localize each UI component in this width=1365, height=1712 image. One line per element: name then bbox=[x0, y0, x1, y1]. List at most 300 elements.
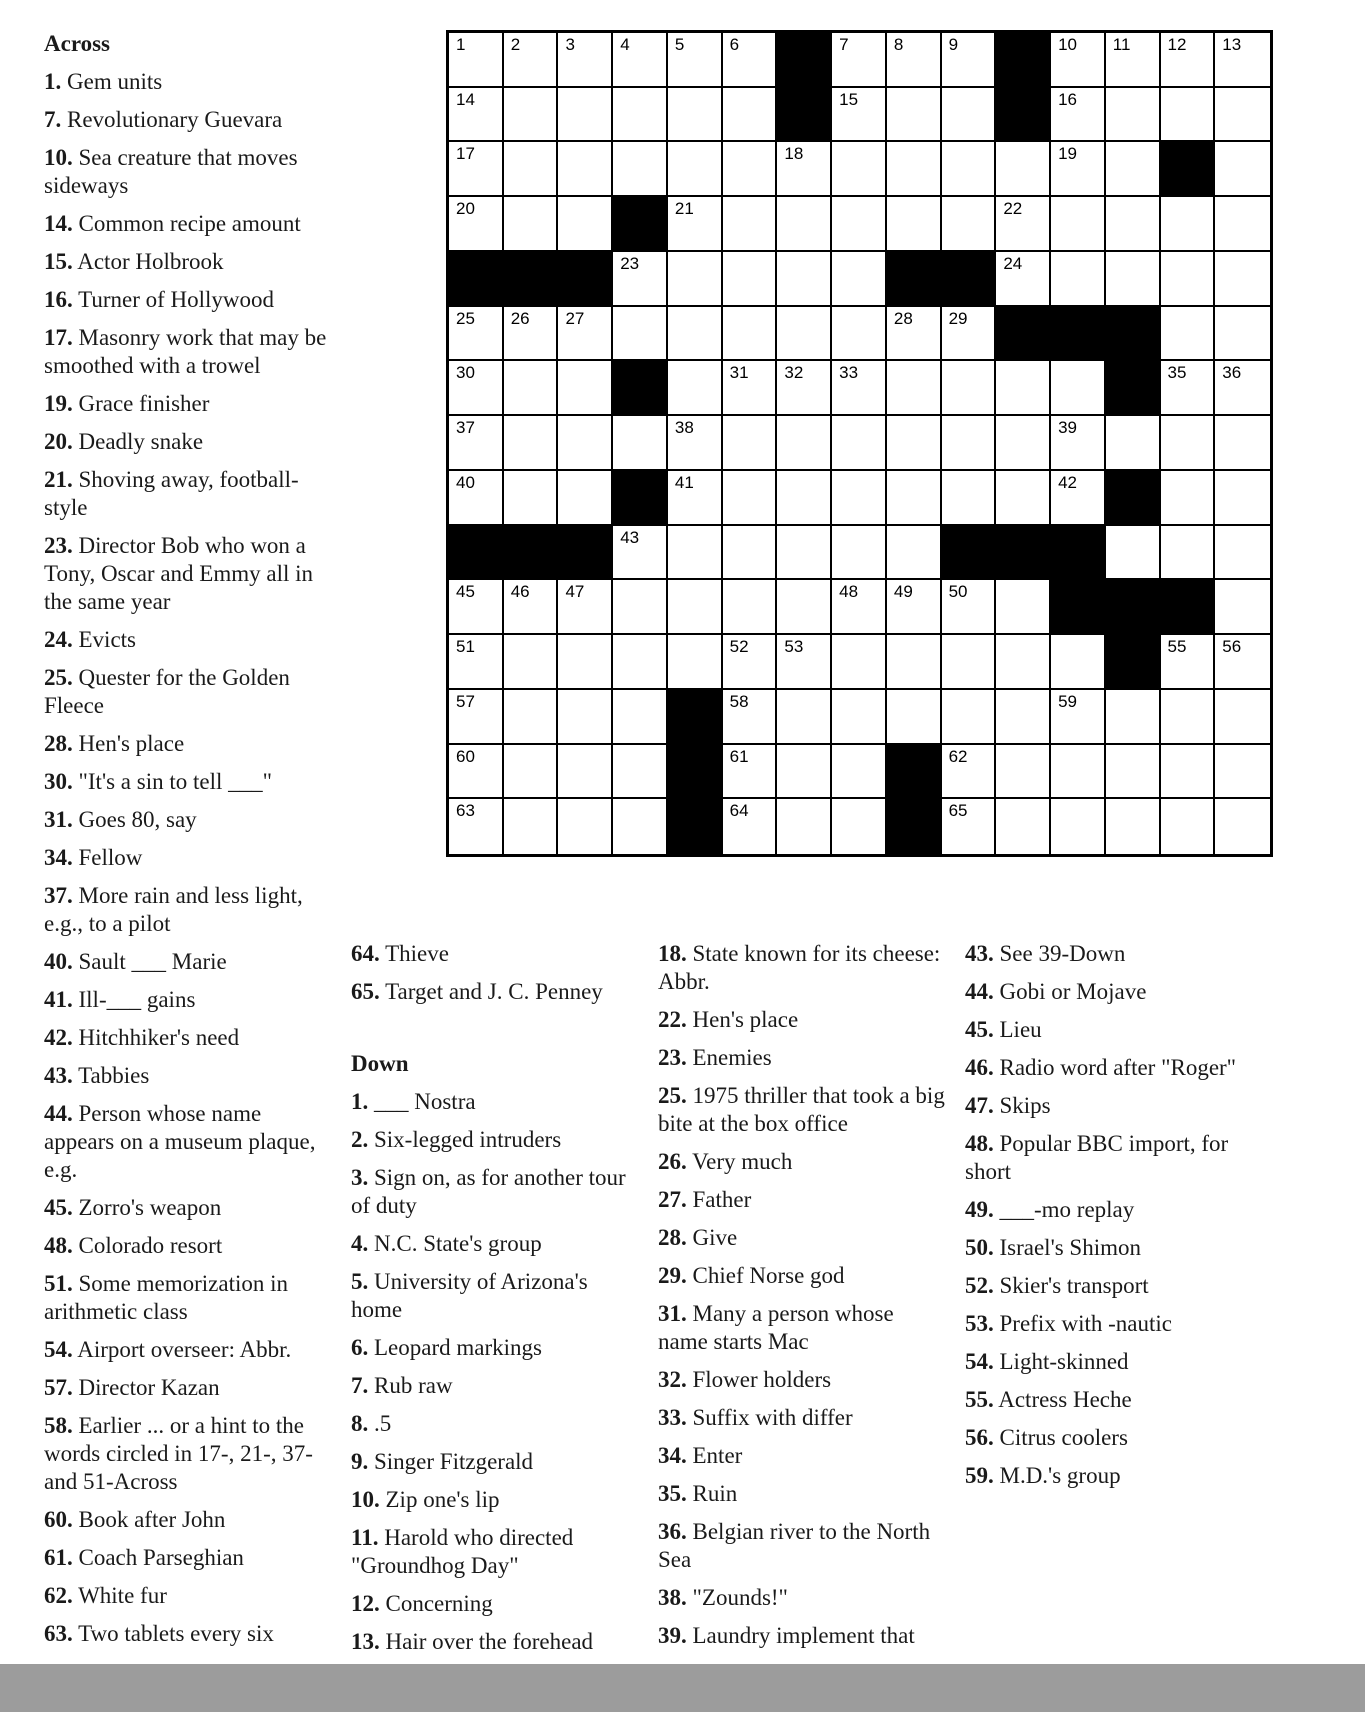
grid-cell[interactable] bbox=[449, 33, 504, 88]
grid-cell[interactable] bbox=[1051, 197, 1106, 252]
grid-cell[interactable] bbox=[558, 361, 613, 416]
down-clue bbox=[351, 1486, 641, 1514]
cell-number: 19 bbox=[1058, 144, 1077, 164]
grid-cell[interactable] bbox=[832, 361, 887, 416]
grid-cell[interactable] bbox=[1215, 142, 1270, 197]
grid-cell[interactable] bbox=[996, 252, 1051, 307]
grid-cell[interactable] bbox=[777, 307, 832, 362]
grid-cell[interactable] bbox=[1051, 635, 1106, 690]
cell-number: 11 bbox=[1112, 35, 1131, 54]
grid-cell[interactable] bbox=[504, 745, 559, 800]
grid-cell[interactable] bbox=[996, 142, 1051, 197]
clue-number: 17. bbox=[44, 325, 73, 350]
grid-cell[interactable] bbox=[996, 745, 1051, 800]
grid-cell[interactable] bbox=[942, 33, 997, 88]
clue-number: 18. bbox=[658, 941, 687, 966]
grid-cell[interactable] bbox=[1215, 307, 1270, 362]
grid-cell[interactable] bbox=[1161, 33, 1216, 88]
black-square bbox=[1051, 307, 1106, 362]
black-square bbox=[1161, 580, 1216, 635]
grid-cell[interactable] bbox=[887, 635, 942, 690]
grid-cell[interactable] bbox=[1161, 88, 1216, 143]
grid-cell[interactable] bbox=[942, 580, 997, 635]
grid-cell[interactable] bbox=[887, 142, 942, 197]
grid-cell[interactable] bbox=[1161, 799, 1216, 854]
grid-cell[interactable] bbox=[1161, 197, 1216, 252]
clue-text: Israel's Shimon bbox=[993, 1235, 1141, 1260]
across-clue bbox=[44, 1232, 334, 1260]
grid-cell[interactable] bbox=[996, 361, 1051, 416]
grid-cell[interactable] bbox=[832, 33, 887, 88]
black-square bbox=[996, 88, 1051, 143]
down-clue bbox=[965, 940, 1255, 968]
grid-cell[interactable] bbox=[449, 471, 504, 526]
clue-text: Shoving away, football-style bbox=[44, 467, 299, 520]
grid-cell[interactable] bbox=[777, 361, 832, 416]
grid-cell[interactable] bbox=[832, 526, 887, 581]
grid-cell[interactable] bbox=[504, 471, 559, 526]
grid-cell[interactable] bbox=[723, 197, 778, 252]
cell-number: 31 bbox=[729, 363, 749, 383]
grid-cell[interactable] bbox=[723, 526, 778, 581]
grid-cell[interactable] bbox=[1106, 690, 1161, 745]
down-clue bbox=[965, 1130, 1255, 1186]
clue-number: 34. bbox=[44, 845, 73, 870]
across-clue bbox=[44, 1024, 334, 1052]
grid-cell[interactable] bbox=[777, 252, 832, 307]
black-square bbox=[777, 88, 832, 143]
clue-number: 65. bbox=[351, 979, 380, 1004]
grid-cell[interactable] bbox=[723, 142, 778, 197]
grid-cell[interactable] bbox=[1051, 142, 1106, 197]
grid-cell[interactable] bbox=[449, 88, 504, 143]
grid-cell[interactable] bbox=[832, 580, 887, 635]
grid-cell[interactable] bbox=[942, 307, 997, 362]
down-clue bbox=[965, 1424, 1255, 1452]
grid-cell[interactable] bbox=[1215, 745, 1270, 800]
clue-text: Actor Holbrook bbox=[72, 249, 224, 274]
cell-number: 59 bbox=[1058, 691, 1077, 711]
grid-cell[interactable] bbox=[996, 197, 1051, 252]
down-clue bbox=[965, 1234, 1255, 1262]
grid-cell[interactable] bbox=[723, 33, 778, 88]
grid-cell[interactable] bbox=[777, 142, 832, 197]
cell-number: 36 bbox=[1222, 363, 1242, 383]
across-clue bbox=[44, 324, 334, 380]
grid-cell[interactable] bbox=[668, 526, 723, 581]
grid-cell[interactable] bbox=[1161, 635, 1216, 690]
grid-cell[interactable] bbox=[942, 799, 997, 854]
grid-cell[interactable] bbox=[832, 690, 887, 745]
cell-number: 25 bbox=[456, 308, 475, 328]
grid-cell[interactable] bbox=[558, 142, 613, 197]
grid-cell[interactable] bbox=[449, 580, 504, 635]
grid-cell[interactable] bbox=[504, 416, 559, 471]
cell-number: 48 bbox=[839, 582, 859, 602]
cell-number: 60 bbox=[456, 746, 475, 766]
grid-cell[interactable] bbox=[668, 580, 723, 635]
grid-cell[interactable] bbox=[942, 361, 997, 416]
cell-number: 1 bbox=[456, 35, 466, 54]
clue-text: Hitchhiker's need bbox=[72, 1025, 240, 1050]
clue-number: 10. bbox=[44, 145, 73, 170]
grid-cell[interactable] bbox=[1051, 416, 1106, 471]
grid-cell[interactable] bbox=[1161, 416, 1216, 471]
grid-cell[interactable] bbox=[613, 252, 668, 307]
clue-number: 61. bbox=[44, 1545, 73, 1570]
grid-cell[interactable] bbox=[613, 799, 668, 854]
clue-column-3 bbox=[658, 940, 948, 1660]
grid-cell[interactable] bbox=[1215, 361, 1270, 416]
grid-cell[interactable] bbox=[668, 635, 723, 690]
grid-cell[interactable] bbox=[723, 307, 778, 362]
grid-cell[interactable] bbox=[449, 635, 504, 690]
grid-cell[interactable] bbox=[1106, 88, 1161, 143]
across-clue bbox=[44, 248, 334, 276]
grid-cell[interactable] bbox=[942, 142, 997, 197]
cell-number: 12 bbox=[1167, 35, 1187, 54]
clue-number: 27. bbox=[658, 1187, 687, 1212]
grid-cell[interactable] bbox=[558, 635, 613, 690]
grid-cell[interactable] bbox=[1161, 690, 1216, 745]
down-clue bbox=[351, 1590, 641, 1618]
grid-cell[interactable] bbox=[1051, 799, 1106, 854]
grid-cell[interactable] bbox=[613, 745, 668, 800]
grid-cell[interactable] bbox=[777, 635, 832, 690]
clue-text: Flower holders bbox=[686, 1367, 832, 1392]
clue-number: 64. bbox=[351, 941, 380, 966]
clue-column-4 bbox=[965, 940, 1255, 1500]
clue-text: Suffix with differ bbox=[686, 1405, 853, 1430]
grid-cell[interactable] bbox=[1161, 745, 1216, 800]
grid-cell[interactable] bbox=[1106, 799, 1161, 854]
grid-cell[interactable] bbox=[996, 690, 1051, 745]
grid-cell[interactable] bbox=[1051, 690, 1106, 745]
cell-number: 40 bbox=[456, 472, 475, 492]
grid-cell[interactable] bbox=[777, 416, 832, 471]
grid-cell[interactable] bbox=[1215, 416, 1270, 471]
clue-text: See 39-Down bbox=[993, 941, 1126, 966]
clue-text: Ill-___ gains bbox=[72, 987, 196, 1012]
clue-number: 1. bbox=[44, 69, 62, 94]
grid-cell[interactable] bbox=[558, 745, 613, 800]
grid-cell[interactable] bbox=[832, 252, 887, 307]
grid-cell[interactable] bbox=[558, 416, 613, 471]
cell-number: 2 bbox=[510, 35, 521, 54]
clue-text: Revolutionary Guevara bbox=[61, 107, 283, 132]
grid-cell[interactable] bbox=[613, 142, 668, 197]
grid-cell[interactable] bbox=[942, 416, 997, 471]
down-clue bbox=[658, 1262, 948, 1290]
grid-cell[interactable] bbox=[777, 745, 832, 800]
grid-cell[interactable] bbox=[449, 799, 504, 854]
clue-text: Light-skinned bbox=[993, 1349, 1129, 1374]
cell-number: 29 bbox=[948, 308, 968, 328]
grid-cell[interactable] bbox=[504, 142, 559, 197]
grid-cell[interactable] bbox=[449, 745, 504, 800]
black-square bbox=[613, 471, 668, 526]
clue-text: Leopard markings bbox=[368, 1335, 542, 1360]
clue-text: Many a person whose name starts Mac bbox=[658, 1301, 894, 1354]
grid-cell[interactable] bbox=[887, 197, 942, 252]
grid-cell[interactable] bbox=[1106, 142, 1161, 197]
grid-cell[interactable] bbox=[832, 142, 887, 197]
grid-cell[interactable] bbox=[996, 635, 1051, 690]
clue-number: 28. bbox=[658, 1225, 687, 1250]
down-clue bbox=[351, 1410, 641, 1438]
grid-cell[interactable] bbox=[1215, 252, 1270, 307]
clue-number: 3. bbox=[351, 1165, 369, 1190]
clue-number: 32. bbox=[658, 1367, 687, 1392]
grid-cell[interactable] bbox=[887, 526, 942, 581]
grid-cell[interactable] bbox=[668, 361, 723, 416]
grid-cell[interactable] bbox=[558, 690, 613, 745]
grid-cell[interactable] bbox=[504, 197, 559, 252]
grid-cell[interactable] bbox=[558, 197, 613, 252]
clue-number: 31. bbox=[44, 807, 73, 832]
clue-number: 15. bbox=[44, 249, 73, 274]
grid-cell[interactable] bbox=[558, 307, 613, 362]
grid-cell[interactable] bbox=[723, 799, 778, 854]
grid-cell[interactable] bbox=[558, 580, 613, 635]
grid-cell[interactable] bbox=[1215, 33, 1270, 88]
grid-cell[interactable] bbox=[1051, 745, 1106, 800]
clue-number: 55. bbox=[965, 1387, 994, 1412]
grid-cell[interactable] bbox=[887, 580, 942, 635]
grid-cell[interactable] bbox=[613, 580, 668, 635]
grid-cell[interactable] bbox=[887, 361, 942, 416]
across-clue bbox=[44, 286, 334, 314]
grid-cell[interactable] bbox=[504, 690, 559, 745]
grid-cell[interactable] bbox=[1215, 197, 1270, 252]
grid-cell[interactable] bbox=[1215, 526, 1270, 581]
clue-text: Chief Norse god bbox=[686, 1263, 845, 1288]
grid-cell[interactable] bbox=[1106, 416, 1161, 471]
grid-cell[interactable] bbox=[887, 471, 942, 526]
clue-text: Person whose name appears on a museum plaque, e.g. bbox=[44, 1101, 316, 1182]
grid-cell[interactable] bbox=[723, 635, 778, 690]
cell-number: 63 bbox=[456, 801, 475, 821]
grid-cell[interactable] bbox=[996, 799, 1051, 854]
grid-cell[interactable] bbox=[1215, 635, 1270, 690]
cell-number: 8 bbox=[893, 35, 904, 54]
grid-cell[interactable] bbox=[613, 526, 668, 581]
grid-cell[interactable] bbox=[504, 33, 559, 88]
grid-cell[interactable] bbox=[613, 88, 668, 143]
grid-cell[interactable] bbox=[1051, 88, 1106, 143]
grid-cell[interactable] bbox=[613, 307, 668, 362]
grid-cell[interactable] bbox=[832, 745, 887, 800]
grid-cell[interactable] bbox=[1161, 252, 1216, 307]
grid-cell[interactable] bbox=[942, 88, 997, 143]
grid-cell[interactable] bbox=[1161, 471, 1216, 526]
grid-cell[interactable] bbox=[449, 142, 504, 197]
cell-number: 54 bbox=[1112, 637, 1132, 657]
across-clue-list-a bbox=[44, 68, 334, 1648]
grid-cell[interactable] bbox=[1106, 745, 1161, 800]
down-clue bbox=[351, 1088, 641, 1116]
grid-cell[interactable] bbox=[613, 690, 668, 745]
grid-cell[interactable] bbox=[723, 471, 778, 526]
grid-cell[interactable] bbox=[449, 690, 504, 745]
clue-text: N.C. State's group bbox=[368, 1231, 542, 1256]
grid-cell[interactable] bbox=[449, 307, 504, 362]
grid-cell[interactable] bbox=[723, 745, 778, 800]
grid-cell[interactable] bbox=[449, 197, 504, 252]
grid-cell[interactable] bbox=[668, 33, 723, 88]
grid-cell[interactable] bbox=[723, 252, 778, 307]
cell-number: 65 bbox=[948, 801, 968, 821]
grid-cell[interactable] bbox=[1215, 88, 1270, 143]
clue-text: Coach Parseghian bbox=[72, 1545, 244, 1570]
grid-cell[interactable] bbox=[887, 88, 942, 143]
grid-cell[interactable] bbox=[668, 416, 723, 471]
grid-cell[interactable] bbox=[668, 197, 723, 252]
grid-cell[interactable] bbox=[832, 635, 887, 690]
grid-cell[interactable] bbox=[942, 635, 997, 690]
grid-cell[interactable] bbox=[558, 471, 613, 526]
clue-number: 49. bbox=[965, 1197, 994, 1222]
grid-cell[interactable] bbox=[504, 580, 559, 635]
down-clue bbox=[658, 1044, 948, 1072]
grid-cell[interactable] bbox=[777, 197, 832, 252]
grid-cell[interactable] bbox=[668, 142, 723, 197]
grid-cell[interactable] bbox=[449, 416, 504, 471]
grid-cell[interactable] bbox=[723, 88, 778, 143]
grid-cell[interactable] bbox=[887, 690, 942, 745]
clue-number: 33. bbox=[658, 1405, 687, 1430]
grid-cell[interactable] bbox=[777, 799, 832, 854]
grid-cell[interactable] bbox=[558, 33, 613, 88]
grid-cell[interactable] bbox=[558, 88, 613, 143]
grid-cell[interactable] bbox=[504, 799, 559, 854]
grid-cell[interactable] bbox=[1106, 526, 1161, 581]
grid-cell[interactable] bbox=[832, 197, 887, 252]
cell-number: 64 bbox=[729, 801, 749, 821]
grid-cell[interactable] bbox=[1106, 252, 1161, 307]
grid-cell[interactable] bbox=[777, 690, 832, 745]
grid-cell[interactable] bbox=[1161, 526, 1216, 581]
grid-cell[interactable] bbox=[887, 33, 942, 88]
grid-cell[interactable] bbox=[504, 307, 559, 362]
clue-text: Father bbox=[686, 1187, 752, 1212]
grid-cell[interactable] bbox=[723, 580, 778, 635]
across-clue bbox=[44, 1620, 334, 1648]
grid-cell[interactable] bbox=[942, 690, 997, 745]
clue-text: Ruin bbox=[686, 1481, 738, 1506]
cell-number: 23 bbox=[620, 253, 640, 273]
grid-cell[interactable] bbox=[942, 197, 997, 252]
down-clue bbox=[965, 1196, 1255, 1224]
grid-cell[interactable] bbox=[1161, 361, 1216, 416]
grid-cell[interactable] bbox=[613, 635, 668, 690]
cell-number: 4 bbox=[620, 35, 630, 54]
cell-number: 22 bbox=[1003, 199, 1023, 219]
across-clue bbox=[44, 532, 334, 616]
grid-cell[interactable] bbox=[1215, 690, 1270, 745]
grid-cell[interactable] bbox=[996, 416, 1051, 471]
grid-cell[interactable] bbox=[1051, 471, 1106, 526]
down-clue bbox=[965, 1092, 1255, 1120]
grid-cell[interactable] bbox=[887, 307, 942, 362]
grid-cell[interactable] bbox=[777, 580, 832, 635]
grid-cell[interactable] bbox=[832, 416, 887, 471]
grid-cell[interactable] bbox=[668, 88, 723, 143]
grid-cell[interactable] bbox=[723, 690, 778, 745]
grid-cell[interactable] bbox=[1051, 33, 1106, 88]
grid-cell[interactable] bbox=[1215, 471, 1270, 526]
grid-cell[interactable] bbox=[558, 799, 613, 854]
grid-cell[interactable] bbox=[723, 361, 778, 416]
grid-cell[interactable] bbox=[1051, 252, 1106, 307]
clue-text: Harold who directed "Groundhog Day" bbox=[351, 1525, 574, 1578]
grid-cell[interactable] bbox=[942, 745, 997, 800]
grid-cell[interactable] bbox=[832, 88, 887, 143]
clue-text: White fur bbox=[72, 1583, 167, 1608]
grid-cell[interactable] bbox=[613, 33, 668, 88]
grid-cell[interactable] bbox=[668, 471, 723, 526]
grid-cell[interactable] bbox=[1215, 580, 1270, 635]
grid-cell[interactable] bbox=[1051, 361, 1106, 416]
grid-cell[interactable] bbox=[777, 471, 832, 526]
black-square bbox=[504, 526, 559, 581]
grid-cell[interactable] bbox=[1161, 307, 1216, 362]
across-clue bbox=[44, 1270, 334, 1326]
cell-number: 37 bbox=[456, 418, 475, 438]
grid-cell[interactable] bbox=[449, 361, 504, 416]
grid-cell[interactable] bbox=[942, 471, 997, 526]
clue-number: 45. bbox=[44, 1195, 73, 1220]
clue-number: 38. bbox=[658, 1585, 687, 1610]
grid-cell[interactable] bbox=[613, 416, 668, 471]
grid-cell[interactable] bbox=[1106, 33, 1161, 88]
clue-number: 11. bbox=[351, 1525, 379, 1550]
grid-cell[interactable] bbox=[504, 635, 559, 690]
clue-number: 9. bbox=[351, 1449, 369, 1474]
grid-cell[interactable] bbox=[832, 471, 887, 526]
black-square bbox=[887, 745, 942, 800]
cell-number: 52 bbox=[729, 637, 749, 657]
grid-cell[interactable] bbox=[832, 307, 887, 362]
grid-cell[interactable] bbox=[504, 361, 559, 416]
clue-number: 13. bbox=[351, 1629, 380, 1654]
grid-cell[interactable] bbox=[504, 88, 559, 143]
clue-text: Sign on, as for another tour of duty bbox=[351, 1165, 626, 1218]
clue-text: Quester for the Golden Fleece bbox=[44, 665, 290, 718]
grid-cell[interactable] bbox=[996, 471, 1051, 526]
cell-number: 38 bbox=[674, 418, 694, 438]
grid-cell[interactable] bbox=[996, 580, 1051, 635]
grid-cell[interactable] bbox=[1215, 799, 1270, 854]
grid-cell[interactable] bbox=[668, 252, 723, 307]
clue-number: 14. bbox=[44, 211, 73, 236]
down-clue bbox=[658, 1366, 948, 1394]
clue-text: Radio word after "Roger" bbox=[993, 1055, 1237, 1080]
clue-number: 31. bbox=[658, 1301, 687, 1326]
grid-cell[interactable] bbox=[1106, 197, 1161, 252]
clue-text: Prefix with -nautic bbox=[993, 1311, 1172, 1336]
grid-cell[interactable] bbox=[777, 526, 832, 581]
grid-cell[interactable] bbox=[723, 416, 778, 471]
grid-cell[interactable] bbox=[887, 416, 942, 471]
clue-number: 10. bbox=[351, 1487, 380, 1512]
clue-number: 42. bbox=[44, 1025, 73, 1050]
grid-cell[interactable] bbox=[668, 307, 723, 362]
grid-cell[interactable] bbox=[832, 799, 887, 854]
cell-number: 21 bbox=[674, 199, 694, 219]
clue-text: Enter bbox=[686, 1443, 743, 1468]
clue-number: 20. bbox=[44, 429, 73, 454]
